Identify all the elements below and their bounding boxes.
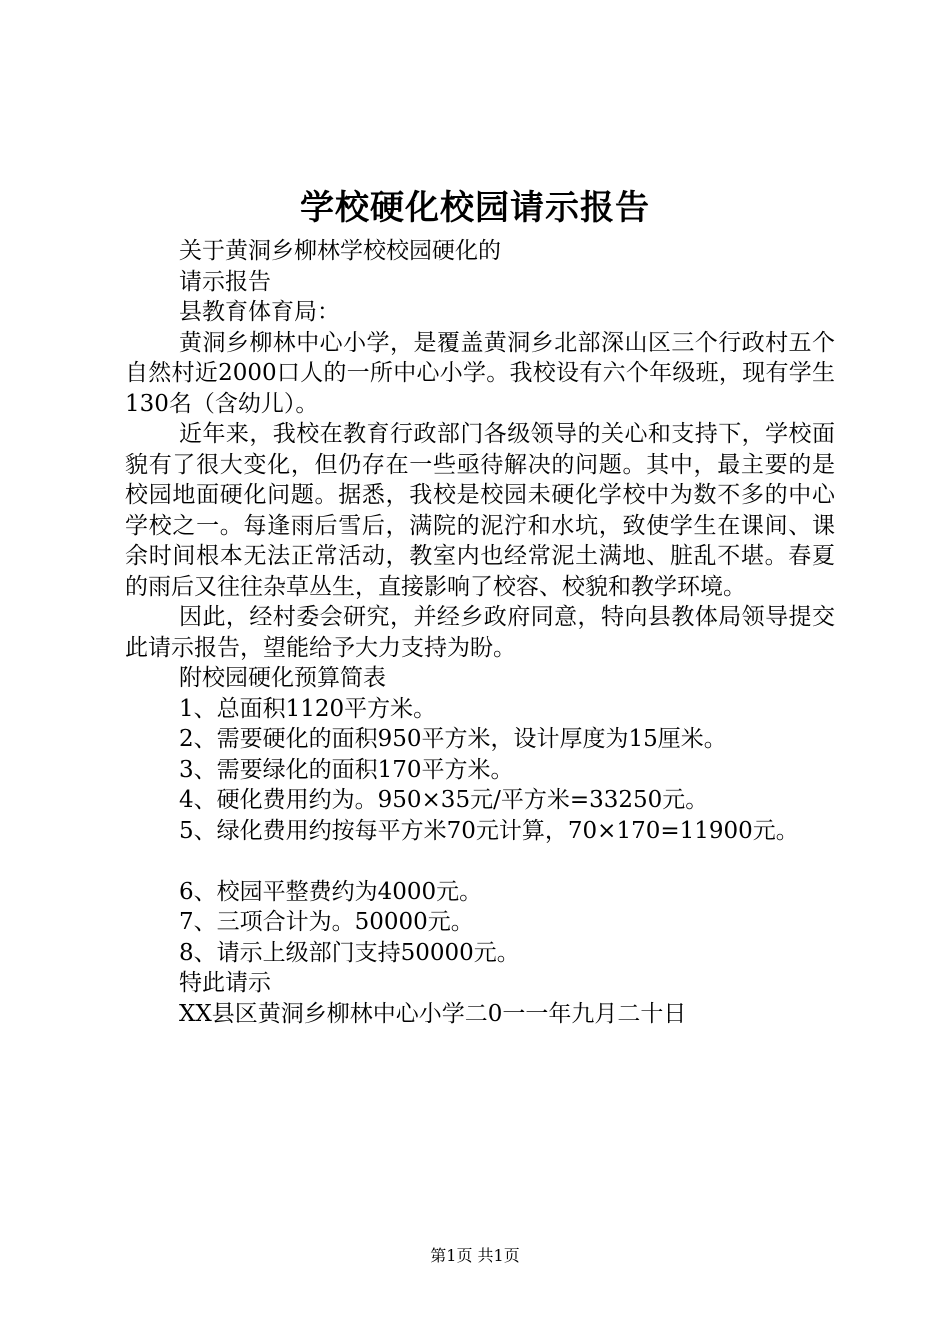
budget-item: 7、三项合计为。50000元。: [179, 909, 474, 935]
budget-item: 1、总面积1120平方米。: [179, 695, 437, 722]
budget-item: 8、请示上级部门支持50000元。: [179, 939, 520, 966]
budget-heading: 附校园硬化预算简表: [179, 665, 386, 691]
recipient: 县教育体育局：: [179, 299, 340, 325]
budget-item: 3、需要绿化的面积170平方米。: [179, 756, 514, 783]
budget-item: 4、硬化费用约为。950×35元/平方米=33250元。: [179, 787, 709, 813]
closing-line: 特此请示: [179, 970, 271, 996]
signature-line: XX县区黄洞乡柳林中心小学二0一一年九月二十日: [179, 1000, 687, 1027]
budget-item: 6、校园平整费约为4000元。: [179, 878, 483, 905]
budget-item: 2、需要硬化的面积950平方米，设计厚度为15厘米。: [179, 726, 727, 752]
paragraph-request: 因此，经村委会研究，并经乡政府同意，特向县教体局领导提交此请示报告，望能给予大力支持为盼。: [125, 604, 835, 661]
budget-item: 5、绿化费用约按每平方米70元计算，70×170=11900元。: [179, 817, 799, 844]
paragraph-problem: 近年来，我校在教育行政部门各级领导的关心和支持下，学校面貌有了很大变化，但仍存在一些亟待解决的问题。其中，最主要的是校园地面硬化问题。据悉，我校是校园未硬化学校中为数不多的中心学校之一。每逢雨后雪后，满院的泥泞和水坑，致使学生在课间、课余时间根本无法正常活动，教室内也经常泥土满地、脏乱不堪。春夏的雨后又往往杂草丛生，直接影响了校容、校貌和教学环境。: [125, 421, 835, 600]
subject-line-2: 请示报告: [179, 268, 271, 295]
paragraph-intro: 黄洞乡柳林中心小学，是覆盖黄洞乡北部深山区三个行政村五个自然村近2000口人的一所中心小学。我校设有六个年级班，现有学生130名（含幼儿）。: [125, 329, 835, 417]
document-body: [125, 236, 835, 1029]
page-footer: 第1页 共1页: [430, 1246, 520, 1265]
subject-line-1: 关于黄洞乡柳林学校校园硬化的: [179, 238, 501, 264]
document-title: 学校硬化校园请示报告: [300, 188, 650, 228]
blank-line: [125, 846, 835, 877]
